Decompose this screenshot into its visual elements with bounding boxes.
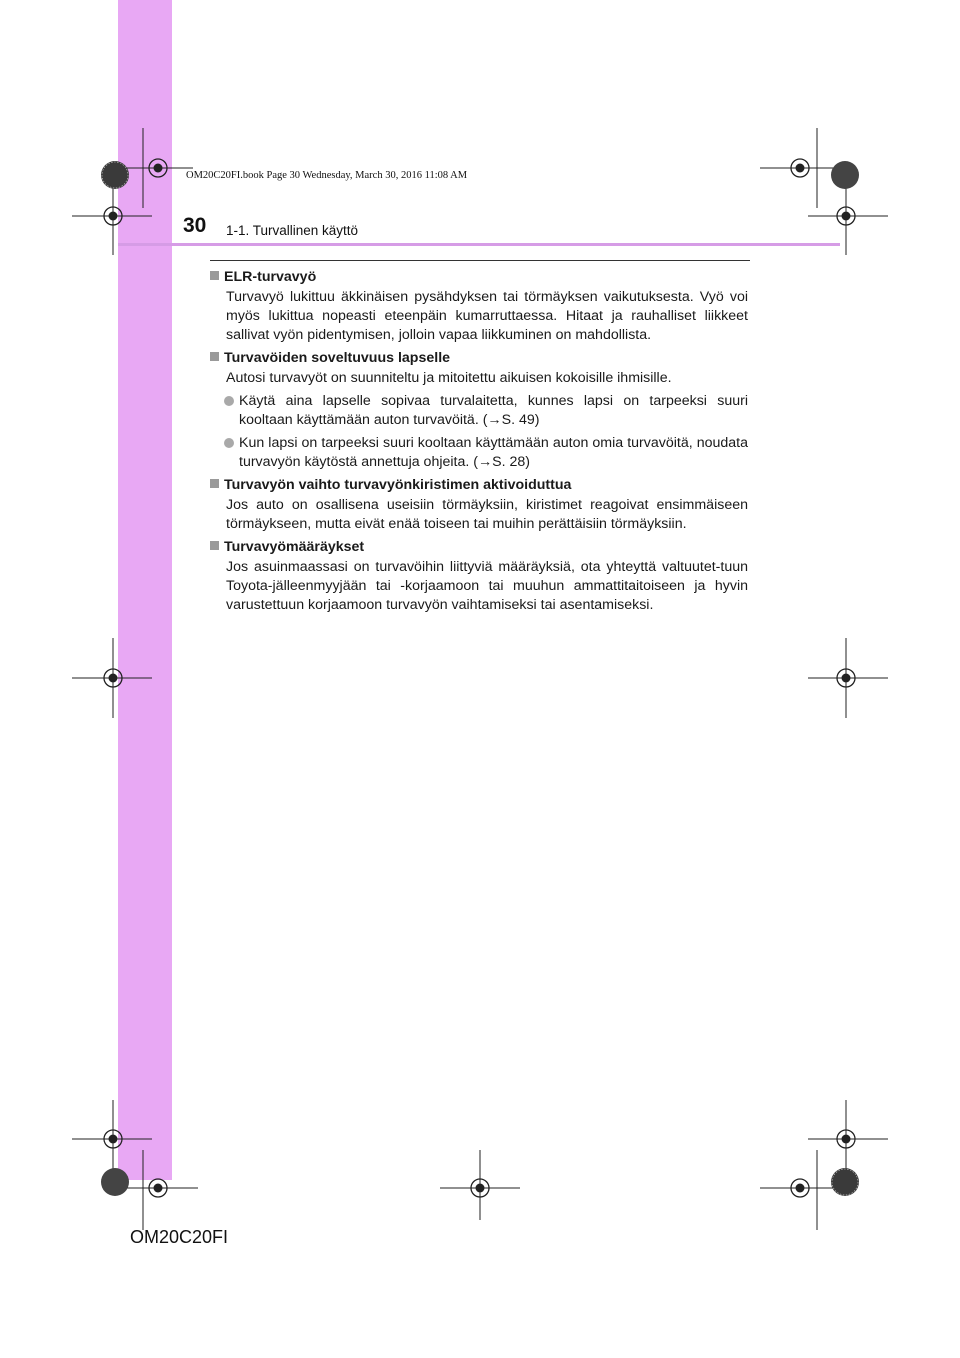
registration-mark-icon <box>72 183 152 255</box>
print-wheel-icon <box>831 161 859 189</box>
section-heading: Turvavyön vaihto turvavyönkiristimen aktivoiduttua <box>224 477 572 493</box>
registration-mark-icon <box>440 1150 520 1220</box>
section-paragraph: Jos asuinmaassasi on turvavöihin liittyviä määräyksiä, ota yhteyttä valtuutet-tuun Toyota-jälleenmyyjään tai -korjaamoon tai muuhun ammattitaitoiseen ja hyvin varustettuun korjaamoon turvavyön vaihtamiseksi tai asentamiseksi. <box>226 559 748 613</box>
registration-mark-icon <box>118 1150 198 1230</box>
list-item-text: Käytä aina lapselle sopivaa turvalaitetta, kunnes lapsi on tarpeeksi suuri kooltaan käyttämään auton turvavöitä. (→S. 49) <box>239 393 748 428</box>
registration-mark-icon <box>808 1100 888 1178</box>
print-wheel-icon <box>101 1168 129 1196</box>
registration-mark-icon <box>808 183 888 255</box>
registration-mark-icon <box>72 638 152 718</box>
print-info: OM20C20FI.book Page 30 Wednesday, March 30, 2016 11:08 AM <box>186 170 468 181</box>
registration-mark-icon <box>760 128 840 208</box>
registration-mark-icon <box>808 638 888 718</box>
section-paragraph: Turvavyö lukittuu äkkinäisen pysähdyksen tai törmäyksen vaikutuksesta. Vyö voi myös lukittua nopeasti eteenpäin kumarruttaessa. Hitaat ja rauhalliset liikkeet sallivat vyön pidentymisen, jolloin vapaa liikkuminen on mahdollista. <box>226 289 748 343</box>
section-heading: ELR-turvavyö <box>224 269 317 285</box>
section-heading: Turvavyömääräykset <box>224 539 365 555</box>
registration-mark-icon <box>760 1150 840 1230</box>
section-title: 1-1. Turvallinen käyttö <box>226 223 359 238</box>
registration-mark-icon <box>72 1100 152 1178</box>
section-paragraph: Jos auto on osallisena useisiin törmäyksiin, kiristimet reagoivat ensimmäiseen törmäykseen, mutta eivät enää toiseen tai muihin perättäisiin törmäyksiin. <box>226 497 748 532</box>
list-item-text: Kun lapsi on tarpeeksi suuri kooltaan käyttämään auton omia turvavöitä, noudata turvavyön käytöstä annettuja ohjeita. (→S. 28) <box>239 435 748 470</box>
print-wheel-icon <box>101 161 129 189</box>
page-number: 30 <box>183 214 207 237</box>
print-wheel-icon <box>831 1168 859 1196</box>
section-paragraph: Autosi turvavyöt on suunniteltu ja mitoitettu aikuisen kokoisille ihmisille. <box>226 370 672 386</box>
section-heading: Turvavöiden soveltuvuus lapselle <box>224 350 451 366</box>
footer-model-code: OM20C20FI <box>130 1227 229 1247</box>
